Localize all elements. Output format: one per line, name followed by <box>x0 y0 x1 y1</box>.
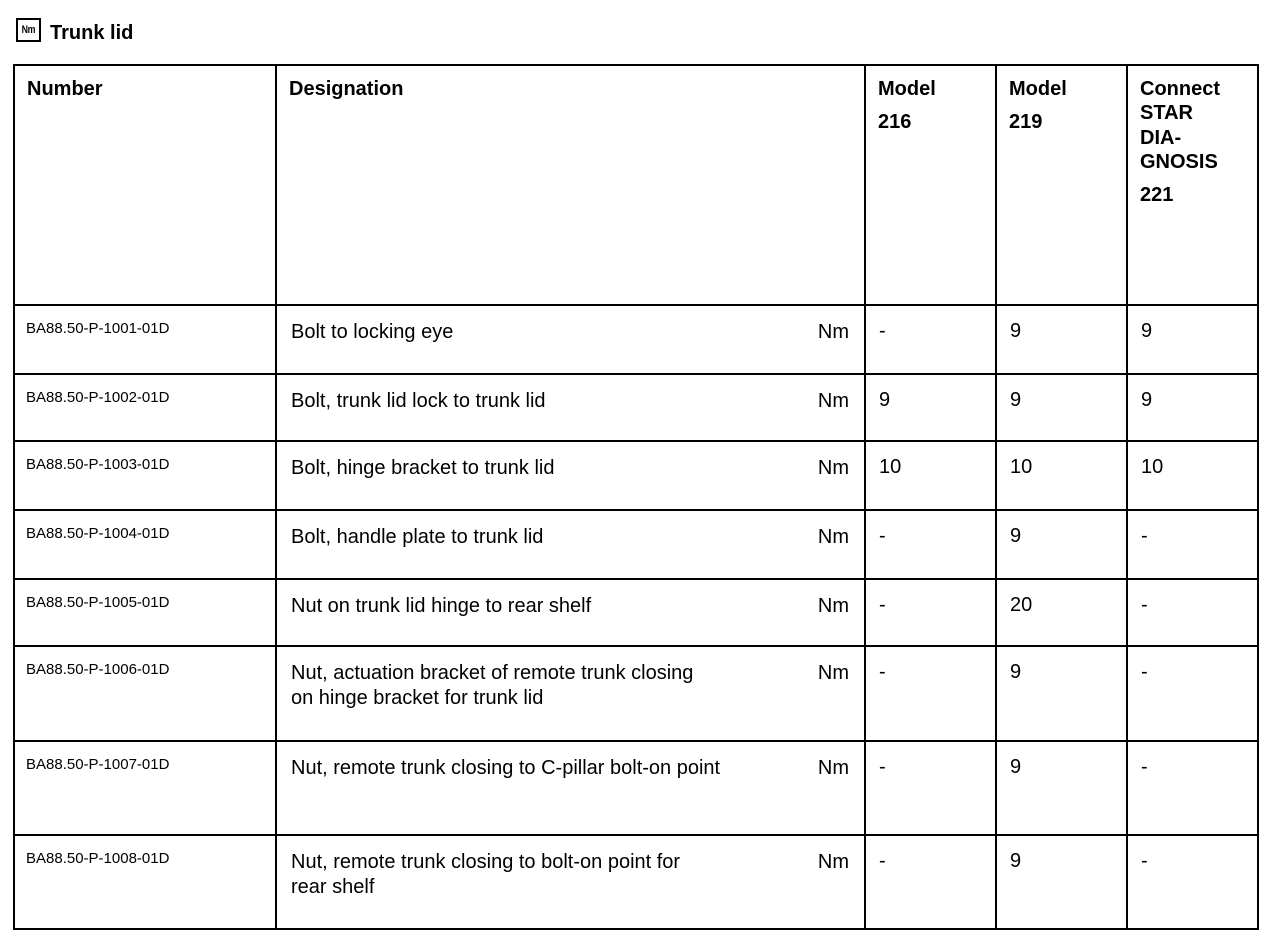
header-model-216-label: Model <box>878 78 936 100</box>
header-designation: Designation <box>276 65 865 305</box>
cell-unit: Nm <box>817 321 849 343</box>
cell-model-219: 9 <box>996 835 1127 929</box>
header-connect-label: Connect STAR DIA-GNOSIS <box>1140 78 1220 174</box>
header-model-216 <box>865 65 996 305</box>
cell-designation: Bolt, hinge bracket to trunk lid Nm <box>276 441 865 510</box>
cell-model-219: 9 <box>996 305 1127 374</box>
cell-designation: Nut, remote trunk closing to bolt-on point for rear shelf Nm <box>276 835 865 929</box>
table-header-row <box>14 65 1258 305</box>
header-connect-221 <box>1127 65 1258 305</box>
cell-model-216: - <box>865 579 996 646</box>
cell-number: BA88.50-P-1006-01D <box>14 646 276 741</box>
cell-model-216: - <box>865 305 996 374</box>
cell-designation: Nut, actuation bracket of remote trunk closing on hinge bracket for trunk lid Nm <box>276 646 865 741</box>
table-row <box>14 305 1258 374</box>
cell-unit: Nm <box>817 595 849 617</box>
cell-designation: Bolt to locking eye Nm <box>276 305 865 374</box>
cell-number: BA88.50-P-1007-01D <box>14 741 276 835</box>
cell-model-221: 9 <box>1127 305 1258 374</box>
cell-model-219: 9 <box>996 646 1127 741</box>
cell-designation: Bolt, handle plate to trunk lid Nm <box>276 510 865 579</box>
cell-model-216: - <box>865 510 996 579</box>
cell-number: BA88.50-P-1008-01D <box>14 835 276 929</box>
cell-model-219: 9 <box>996 741 1127 835</box>
cell-number: BA88.50-P-1004-01D <box>14 510 276 579</box>
torque-icon-label: Nm <box>21 23 36 36</box>
cell-model-221: 9 <box>1127 374 1258 441</box>
table-row <box>14 835 1258 929</box>
cell-number: BA88.50-P-1002-01D <box>14 374 276 441</box>
header-connect-number: 221 <box>1140 183 1174 206</box>
cell-model-221: - <box>1127 510 1258 579</box>
cell-designation: Nut on trunk lid hinge to rear shelf Nm <box>276 579 865 646</box>
cell-model-221: - <box>1127 741 1258 835</box>
table-row <box>14 510 1258 579</box>
header-model-219 <box>996 65 1127 305</box>
header-model-219-number: 219 <box>1009 111 1043 133</box>
cell-designation: Nut, remote trunk closing to C-pillar bolt-on point Nm <box>276 741 865 835</box>
torque-table <box>13 64 1259 930</box>
cell-unit: Nm <box>817 526 849 548</box>
table-row <box>14 646 1258 741</box>
cell-model-216: - <box>865 646 996 741</box>
cell-number: BA88.50-P-1005-01D <box>14 579 276 646</box>
cell-model-216: 9 <box>865 374 996 441</box>
cell-model-216: - <box>865 835 996 929</box>
header-model-219-label: Model <box>1009 78 1067 100</box>
cell-model-221: - <box>1127 646 1258 741</box>
cell-model-221: - <box>1127 579 1258 646</box>
cell-unit: Nm <box>817 662 849 684</box>
cell-model-219: 20 <box>996 579 1127 646</box>
cell-unit: Nm <box>817 851 849 873</box>
header-number: Number <box>14 65 276 305</box>
cell-model-221: - <box>1127 835 1258 929</box>
cell-model-219: 10 <box>996 441 1127 510</box>
cell-model-219: 9 <box>996 510 1127 579</box>
header-model-216-number: 216 <box>878 111 912 133</box>
cell-unit: Nm <box>817 390 849 412</box>
cell-model-219: 9 <box>996 374 1127 441</box>
table-row <box>14 741 1258 835</box>
cell-designation: Bolt, trunk lid lock to trunk lid Nm <box>276 374 865 441</box>
page-header <box>16 18 133 48</box>
cell-model-221: 10 <box>1127 441 1258 510</box>
cell-model-216: 10 <box>865 441 996 510</box>
cell-unit: Nm <box>817 757 849 779</box>
torque-nm-icon <box>16 18 41 42</box>
cell-number: BA88.50-P-1003-01D <box>14 441 276 510</box>
cell-unit: Nm <box>817 457 849 479</box>
table-row <box>14 441 1258 510</box>
cell-model-216: - <box>865 741 996 835</box>
table-row <box>14 579 1258 646</box>
table-row <box>14 374 1258 441</box>
page-title: Trunk lid <box>50 21 134 44</box>
cell-number: BA88.50-P-1001-01D <box>14 305 276 374</box>
